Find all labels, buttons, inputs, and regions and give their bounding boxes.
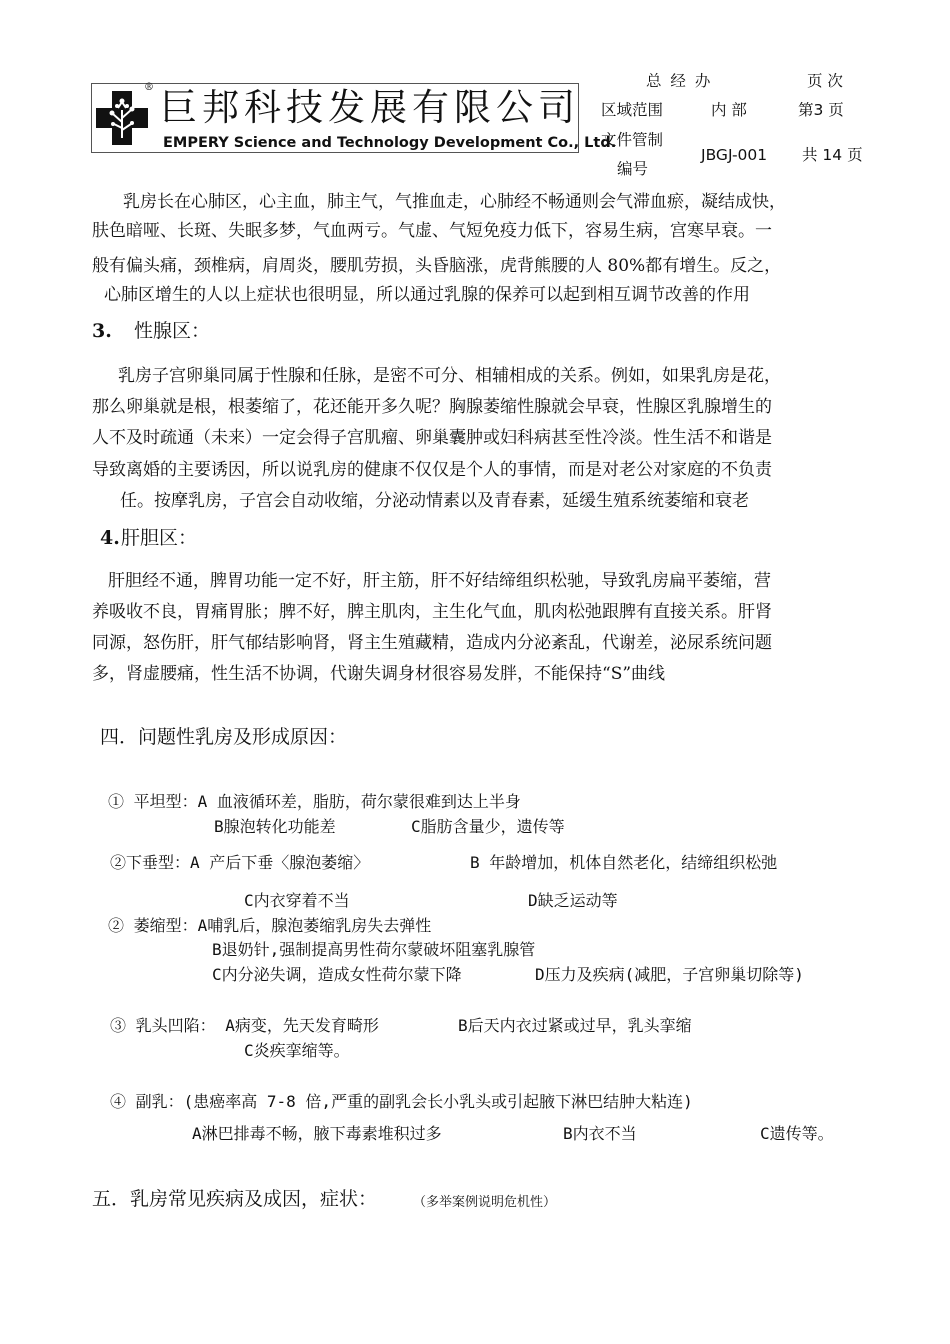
doc-control-label: 文件管制 (601, 131, 664, 149)
scope-value: 内 部 (711, 101, 747, 119)
section-5-title: 五．乳房常见疾病及成因，症状： (92, 1188, 378, 1210)
gonad-number: 3. (92, 320, 112, 342)
gonad-line-5: 任。按摩乳房，子宫会自动收缩，分泌动情素以及青春素，延缓生殖系统萎缩和衰老 (120, 491, 749, 511)
gonad-line-1: 乳房子宫卵巢同属于性腺和任脉，是密不可分、相辅相成的关系。例如，如果乳房是花， (118, 366, 781, 386)
liver-line-2: 养吸收不良，胃痛胃胀；脾不好，脾主肌肉，主生化气血，肌肉松弛跟脾有直接关系。肝肾 (92, 602, 772, 622)
gonad-title: 性腺区： (134, 320, 211, 342)
company-name-cn: 巨邦科技发展有限公司 (160, 86, 580, 129)
inverted-nipple-b: B后天内衣过紧或过早，乳头挛缩 (458, 1016, 692, 1035)
atrophy-type-line-1: ② 萎缩型：A哺乳后，腺泡萎缩乳房失去弹性 (108, 916, 432, 935)
accessory-breast-line-1: ④ 副乳：(患癌率高 7-8 倍,严重的副乳会长小乳头或引起腋下淋巴结肿大粘连) (110, 1092, 693, 1111)
sag-type-c: C内衣穿着不当 (244, 891, 350, 910)
heart-lung-line-2: 肤色暗哑、长斑、失眠多梦，气血两亏。气虚、气短免疫力低下，容易生病，宫寒早衰。一 (92, 221, 772, 241)
atrophy-type-d: D压力及疾病(减肥，子宫卵巢切除等) (535, 965, 804, 984)
flat-type-c: C脂肪含量少，遗传等 (411, 817, 565, 836)
flat-type-b: B腺泡转化功能差 (214, 817, 336, 836)
gonad-line-4: 导致离婚的主要诱因，所以说乳房的健康不仅仅是个人的事情，而是对老公对家庭的不负责 (92, 460, 772, 480)
accessory-breast-c: C遗传等。 (760, 1124, 834, 1143)
atrophy-type-b: B退奶针,强制提高男性荷尔蒙破坏阻塞乳腺管 (212, 940, 536, 959)
page-label: 页 次 (807, 72, 843, 90)
registered-mark: ® (144, 82, 154, 93)
company-name-en: EMPERY Science and Technology Development Co., Ltd. (163, 135, 617, 151)
sag-type-line-1: ②下垂型：A 产后下垂〈腺泡萎缩〉 (110, 853, 370, 872)
tree-cross-logo-icon (93, 88, 151, 148)
heart-lung-line-1: 乳房长在心肺区，心主血，肺主气，气推血走，心肺经不畅通则会气滞血瘀，凝结成快， (123, 192, 786, 212)
atrophy-type-c: C内分泌失调，造成女性荷尔蒙下降 (212, 965, 462, 984)
doc-number-label: 编号 (617, 160, 649, 178)
doc-number: JBGJ-001 (701, 146, 768, 164)
liver-title: 肝胆区： (121, 527, 198, 549)
sag-type-d: D缺乏运动等 (528, 891, 618, 910)
flat-type-line-1: ① 平坦型：A 血液循环差，脂肪，荷尔蒙很难到达上半身 (108, 792, 521, 811)
scope-label: 区域范围 (601, 101, 664, 119)
gonad-line-3: 人不及时疏通（未来）一定会得子宫肌瘤、卵巢囊肿或妇科病甚至性冷淡。性生活不和谐是 (92, 428, 772, 448)
page-total: 共 14 页 (802, 146, 863, 164)
liver-line-1: 肝胆经不通，脾胃功能一定不好，肝主筋，肝不好结缔组织松驰，导致乳房扁平萎缩，营 (108, 571, 771, 591)
gonad-line-2: 那么卵巢就是根，根萎缩了，花还能开多久呢？胸腺萎缩性腺就会早衰，性腺区乳腺增生的 (92, 397, 772, 417)
heart-lung-line-4: 心肺区增生的人以上症状也很明显，所以通过乳腺的保养可以起到相互调节改善的作用 (104, 285, 750, 305)
sag-type-b: B 年龄增加，机体自然老化，结缔组织松弛 (470, 853, 778, 872)
liver-line-4: 多，肾虚腰痛，性生活不协调，代谢失调身材很容易发胖，不能保持“S”曲线 (92, 664, 666, 684)
accessory-breast-b: B内衣不当 (563, 1124, 637, 1143)
section-4-title: 四．问题性乳房及形成原因： (100, 726, 348, 748)
department-label: 总 经 办 (646, 72, 713, 90)
inverted-nipple-c: C炎疾挛缩等。 (244, 1041, 350, 1060)
inverted-nipple-line-1: ③ 乳头凹陷： A病变，先天发育畸形 (110, 1016, 379, 1035)
accessory-breast-a: A淋巴排毒不畅，腋下毒素堆积过多 (192, 1124, 442, 1143)
liver-number: 4. (100, 527, 120, 549)
page-current: 第3 页 (798, 101, 844, 119)
section-5-note: （多举案例说明危机性） (413, 1195, 557, 1210)
liver-line-3: 同源，怒伤肝，肝气郁结影响肾，肾主生殖藏精，造成内分泌紊乱，代谢差，泌尿系统问题 (92, 633, 772, 653)
heart-lung-line-3: 般有偏头痛，颈椎病，肩周炎，腰肌劳损，头昏脑涨，虎背熊腰的人 80%都有增生。反之， (92, 256, 782, 276)
